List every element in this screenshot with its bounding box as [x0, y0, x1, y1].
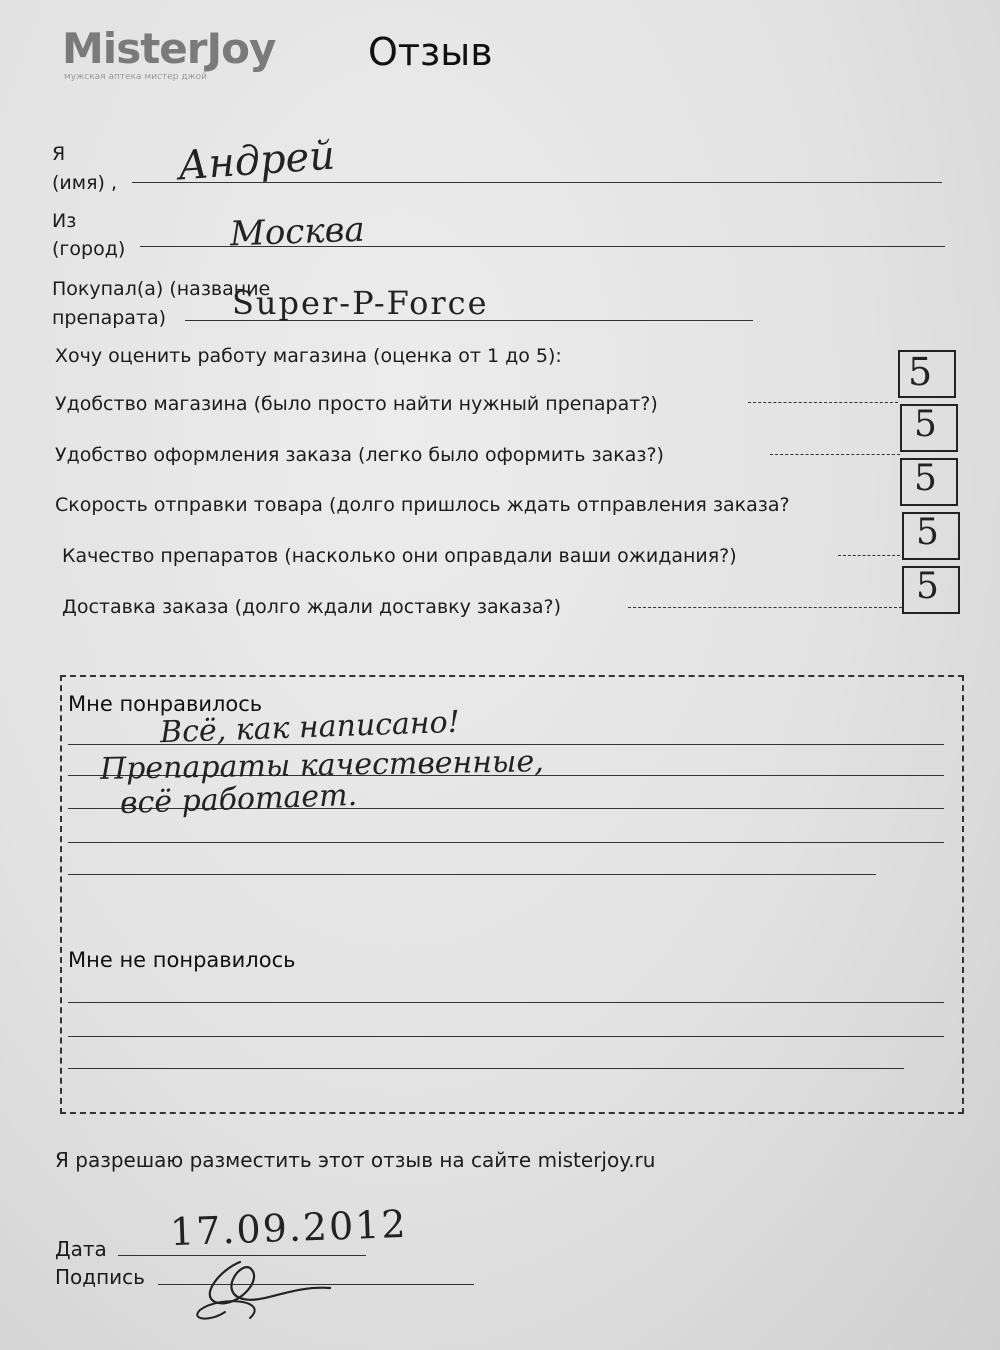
liked-handwritten-3: всё работает.: [119, 777, 358, 822]
rating-score-convenience: 5: [908, 350, 933, 394]
city-label-1: Из: [52, 210, 77, 232]
rating-dots-quality: [838, 555, 900, 556]
liked-handwritten-1: Всё, как написано!: [159, 704, 461, 751]
rating-box-convenience: [898, 350, 956, 398]
signature-scribble: [180, 1240, 340, 1330]
date-label: Дата: [55, 1237, 107, 1261]
liked-line-4: [68, 842, 944, 843]
rating-label-convenience: Удобство магазина (было просто найти нужный препарат?): [55, 393, 658, 415]
city-handwritten: Москва: [229, 209, 366, 255]
rating-score-quality: 5: [916, 512, 939, 553]
rating-label-quality: Качество препаратов (насколько они оправдали ваши ожидания?): [62, 545, 737, 567]
name-label-2: (имя) ,: [52, 172, 118, 194]
disliked-line-1: [68, 1002, 944, 1003]
rating-score-delivery: 5: [916, 566, 939, 607]
liked-title: Мне понравилось: [68, 692, 263, 716]
consent-text: Я разрешаю разместить этот отзыв на сайте misterjoy.ru: [55, 1148, 656, 1172]
rating-box-delivery: [902, 566, 960, 614]
rating-dots-ordering: [770, 454, 900, 455]
logo-tagline: мужская аптека мистер джой: [64, 72, 208, 82]
rating-box-dispatch: [900, 458, 958, 506]
date-handwritten: 17.09.2012: [169, 1201, 409, 1255]
rating-score-dispatch: 5: [914, 458, 937, 499]
form-title: Отзыв: [368, 30, 493, 74]
rating-label-dispatch: Скорость отправки товара (долго пришлось ждать отправления заказа?: [55, 494, 790, 516]
rating-score-ordering: 5: [914, 404, 937, 445]
disliked-title: Мне не понравилось: [68, 948, 296, 972]
city-label-2: (город): [52, 238, 126, 260]
rating-dots-convenience: [748, 402, 898, 403]
rating-label-delivery: Доставка заказа (долго ждали доставку заказа?): [62, 596, 562, 618]
rating-intro: Хочу оценить работу магазина (оценка от 1 до 5):: [55, 345, 562, 367]
misterjoy-logo: MisterJoy: [62, 24, 276, 73]
rating-box-quality: [902, 512, 960, 560]
rating-label-ordering: Удобство оформления заказа (легко было оформить заказ?): [55, 444, 664, 466]
liked-line-5: [68, 874, 876, 875]
signature-label: Подпись: [55, 1265, 145, 1289]
disliked-line-2: [68, 1036, 944, 1037]
product-handwritten: Super-P-Force: [232, 284, 489, 322]
name-label-1: Я: [52, 143, 66, 165]
disliked-line-3: [68, 1068, 904, 1069]
rating-dots-delivery: [628, 607, 902, 608]
rating-box-ordering: [900, 404, 958, 452]
liked-handwritten-2: Препараты качественные,: [99, 744, 545, 787]
product-label-2: препарата): [52, 307, 167, 329]
name-handwritten: Андрей: [176, 132, 337, 190]
product-label-1: Покупал(а) (название: [52, 278, 271, 300]
